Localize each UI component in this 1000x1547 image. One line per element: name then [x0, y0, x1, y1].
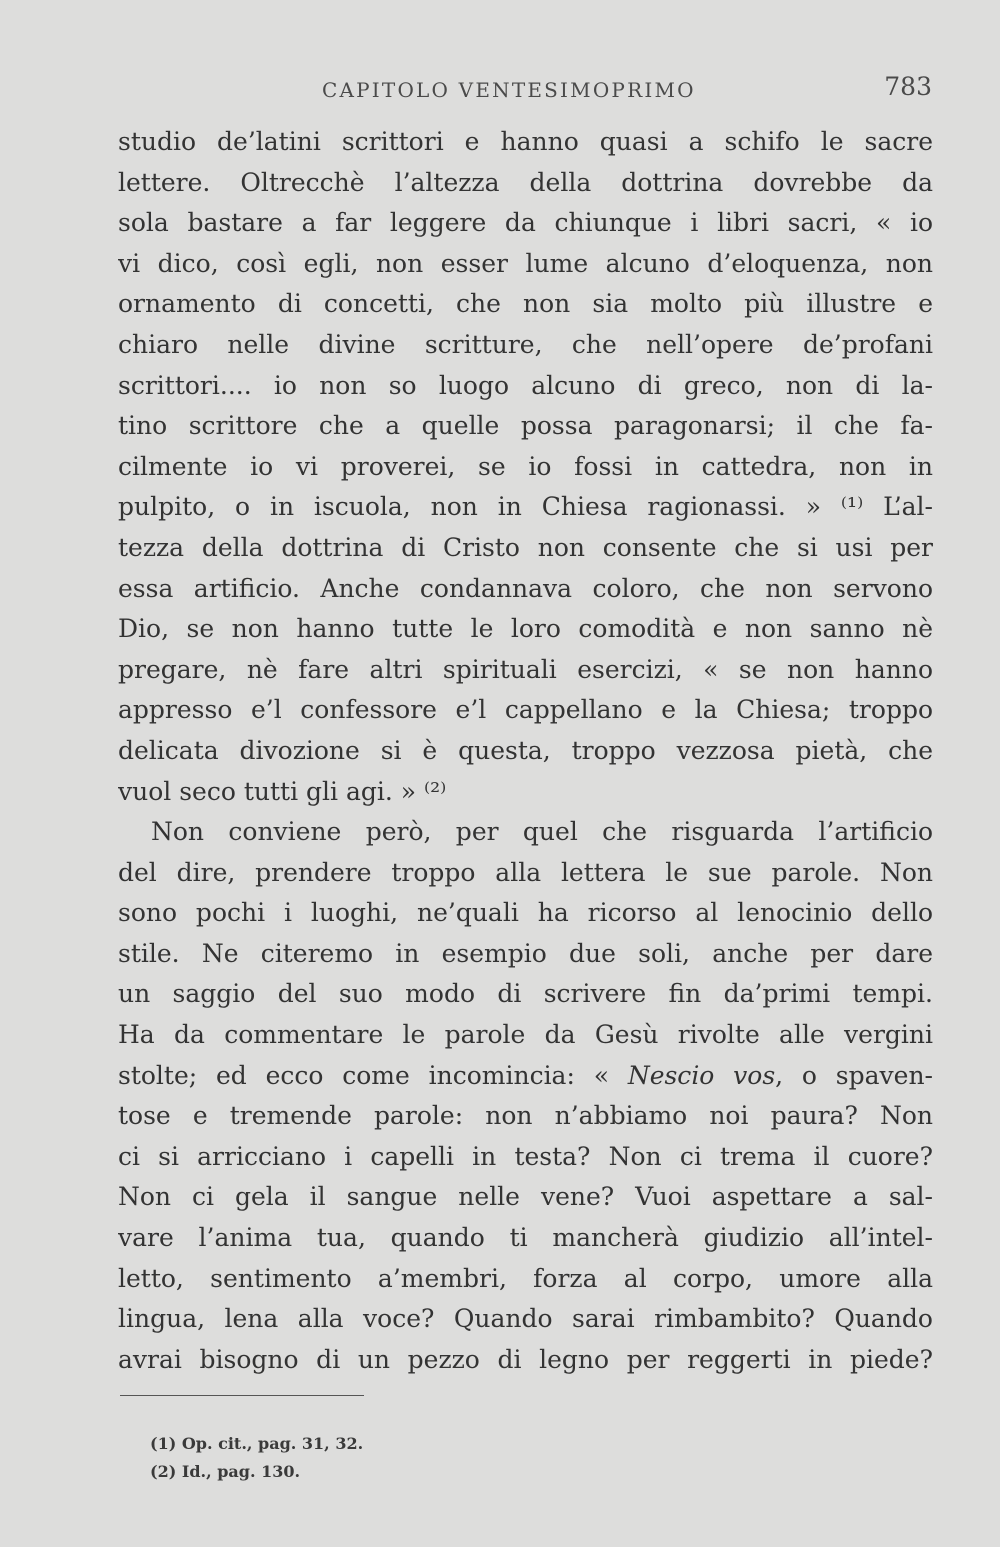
text-line: ci si arricciano i capelli in testa? Non ci trema il cuore?: [118, 1141, 933, 1171]
footnote-1: (1) Op. cit., pag. 31, 32.: [150, 1434, 364, 1453]
text-line: appresso e’l confessore e’l cappellano e la Chiesa; troppo: [118, 695, 933, 725]
text-line: sola bastare a far leggere da chiunque i libri sacri, « io: [118, 208, 933, 238]
text-line: essa artificio. Anche condannava coloro, che non servono: [118, 573, 933, 603]
page-header: [0, 72, 1000, 112]
paragraph-first-line: Non conviene però, per quel che risguarda l’artificio: [151, 817, 933, 847]
footnote-2: (2) Id., pag. 130.: [150, 1462, 301, 1481]
text-line: delicata divozione si è questa, troppo vezzosa pietà, che: [118, 735, 933, 765]
text-line: studio de’latini scrittori e hanno quasi a schifo le sacre: [118, 127, 933, 156]
text-line: chiaro nelle divine scritture, che nell’opere de’profani: [118, 329, 933, 359]
text-line: vi dico, così egli, non esser lume alcuno d’eloquenza, non: [118, 248, 933, 278]
text-line: Dio, se non hanno tutte le loro comodità e non sanno nè: [118, 614, 933, 644]
footnotes: [150, 1430, 363, 1486]
text-line: letto, sentimento a’membri, forza al corpo, umore alla: [118, 1263, 933, 1293]
text-line: ornamento di concetti, che non sia molto più illustre e: [118, 289, 933, 319]
text-line: Ha da commentare le parole da Gesù rivolte alle vergini: [118, 1020, 933, 1050]
running-title: CAPITOLO VENTESIMOPRIMO: [322, 78, 696, 102]
text-line: vuol seco tutti gli agi. » ⁽²⁾: [118, 776, 447, 806]
text-line: stile. Ne citeremo in esempio due soli, anche per dare: [118, 938, 933, 968]
page-number: 783: [884, 72, 932, 101]
text-line: pulpito, o in iscuola, non in Chiesa ragionassi. » ⁽¹⁾ L’al-: [118, 492, 933, 522]
text-line: pregare, nè fare altri spirituali esercizi, « se non hanno: [118, 654, 933, 684]
footnote-divider: [120, 1395, 364, 1396]
text-line: sono pochi i luoghi, ne’quali ha ricorso al lenocinio dello: [118, 898, 933, 928]
text-line: scrittori.... io non so luogo alcuno di greco, non di la-: [118, 370, 933, 400]
text-line: stolte; ed ecco come incomincia: « Nescio vos, o spaven-: [118, 1060, 933, 1090]
text-line: tino scrittore che a quelle possa paragonarsi; il che fa-: [118, 411, 933, 441]
text-line: avrai bisogno di un pezzo di legno per reggerti in piede?: [118, 1344, 933, 1374]
text-line: tezza della dottrina di Cristo non consente che si usi per: [118, 532, 933, 562]
text-line: un saggio del suo modo di scrivere fin da’primi tempi.: [118, 979, 933, 1009]
text-line: lettere. Oltrecchè l’altezza della dottrina dovrebbe da: [118, 167, 933, 197]
text-line: Non ci gela il sangue nelle vene? Vuoi aspettare a sal-: [118, 1182, 933, 1212]
text-line: vare l’anima tua, quando ti mancherà giudizio all’intel-: [118, 1223, 933, 1253]
body-text: [118, 122, 933, 1380]
text-line: tose e tremende parole: non n’abbiamo noi paura? Non: [118, 1101, 933, 1131]
text-line: lingua, lena alla voce? Quando sarai rimbambito? Quando: [118, 1304, 933, 1334]
text-line: cilmente io vi proverei, se io fossi in cattedra, non in: [118, 451, 933, 481]
text-line: del dire, prendere troppo alla lettera le sue parole. Non: [118, 857, 933, 887]
